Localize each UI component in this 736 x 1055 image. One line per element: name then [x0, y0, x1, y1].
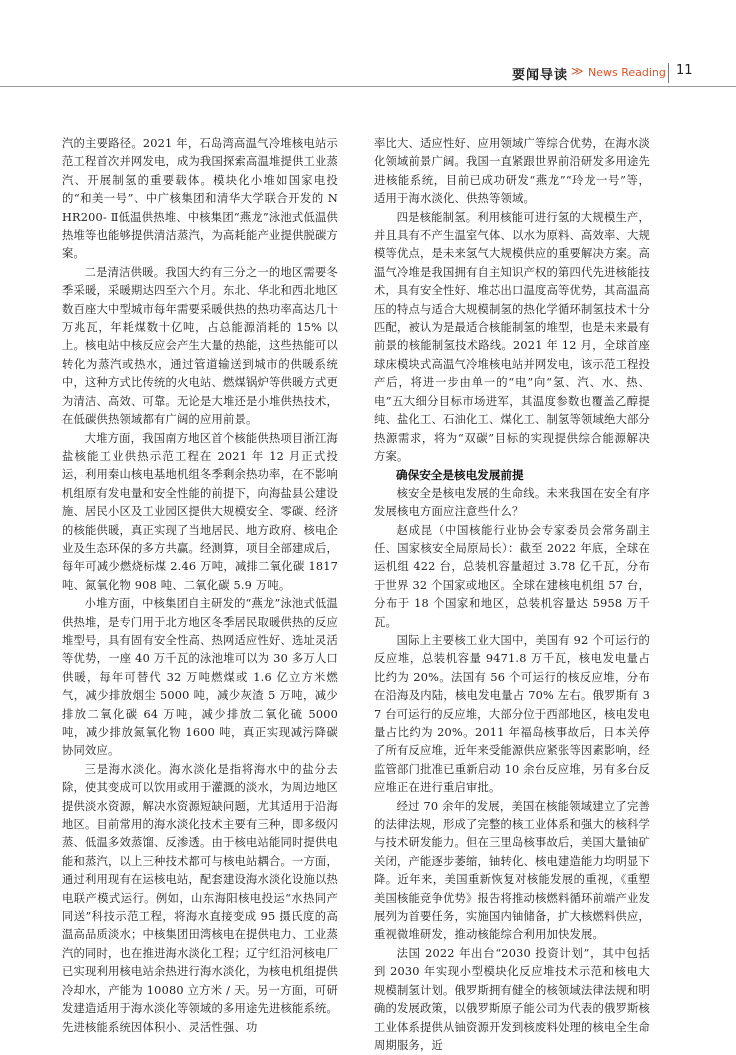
double-chevron-icon: ≫	[571, 64, 584, 78]
paragraph: 四是核能制氢。利用核能可进行氢的大规模生产，并且具有不产生温室气体、以水为原料、高效率、大规模等优点，是未来氢气大规模供应的重要解决方案。高温气冷堆是我国拥有自主知识产权的第四代先进核能技术，具有安全性好、堆芯出口温度高等优势，其高温高压的特点与适合大规模制氢的热化学循环制氢技术十分匹配，被认为是最适合核能制氢的堆型，也是未来最有前景的核能制氢技术路线。2021 年 12 月，全球首座球床模块式高温气冷堆核电站并网发电，该示范工程投产后，将进一步由单一的“电”向“氢、汽、水、热、电”五大细分目标市场进军，其温度参数也覆盖乙醇提纯、盐化工、石油化工、煤化工、制氢等领域绝大部分热源需求，将为“双碳”目标的实现提供综合能源解决方案。	[374, 210, 650, 463]
paragraph: 核安全是核电发展的生命线。未来我国在安全有序发展核电方面应注意些什么？	[374, 486, 650, 519]
paragraph: 汽的主要路径。2021 年，石岛湾高温气冷堆核电站示范工程首次并网发电，成为我国探索高温堆提供工业蒸汽、开展制氢的重要载体。模块化小堆如国家电投的“和美一号”、中广核集团和清华大学联合开发的 NHR200- Ⅱ低温供热堆、中核集团“燕龙”泳池式低温供热堆等也能够提供清洁蒸汽，为高耗能产业提供脱碳方案。	[62, 137, 338, 261]
paragraph: 国际上主要核工业大国中，美国有 92 个可运行的反应堆，总装机容量 9471.8 万千瓦，核电发电量占比约为 20%。法国有 56 个可运行的核反应堆，分布在沿海及内陆，核电发电量占 70% 左右。俄罗斯有 37 台可运行的反应堆，大部分位于西部地区，核电发电量占比约为 20%。2011 年福岛核事故后，日本关停了所有反应堆，近年来受能源供应紧张等因素影响，经监管部门批准已重新启动 10 余台反应堆，另有多台反应堆正在进行重启审批。	[374, 633, 650, 795]
paragraph: 法国 2022 年出台“2030 投资计划”，其中包括到 2030 年实现小型模块化反应堆技术示范和核电大规模制氢计划。俄罗斯拥有健全的核领域法律法规和明确的发展政策，以俄罗斯原子能公司为代表的俄罗斯核工业体系提供从铀资源开发到核废料处理的核电全生命周期服务，近	[374, 946, 650, 1052]
paragraph: 率比大、适应性好、应用领域广等综合优势，在海水淡化领域前景广阔。我国一直紧跟世界前沿研发多用途先进核能系统，目前已成功研发“燕龙”“玲龙一号”等，适用于海水淡化、供热等领域。	[374, 137, 650, 206]
section-heading: 确保安全是核电发展前提	[396, 468, 524, 483]
page-header	[0, 62, 736, 86]
header-divider	[668, 63, 669, 83]
page-number: 11	[676, 63, 693, 78]
paragraph: 赵成昆（中国核能行业协会专家委员会常务副主任、国家核安全局原局长）：截至 2022 年底，全球在运机组 422 台，总装机容量超过 3.78 亿千瓦，分布于世界 32 个国家或地区。全球在建核电机组 57 台，分布于 18 个国家和地区，总装机容量达 5958 万千瓦。	[374, 523, 650, 629]
paragraph: 二是清洁供暖。我国大约有三分之一的地区需要冬季采暖，采暖期达四至六个月。东北、华北和西北地区数百座大中型城市每年需要采暖供热的热功率高达几十万兆瓦，年耗煤数十亿吨，占总能源消耗的 15% 以上。核电站中核反应会产生大量的热能，这些热能可以转化为蒸汽或热水，通过管道输送到城市的供暖系统中，这种方式比传统的火电站、燃煤锅炉等供暖方式更为清洁、高效、可靠。无论是大堆还是小堆供热技术，在低碳供热领域都有广阔的应用前景。	[62, 265, 338, 427]
section-english-title: News Reading	[588, 66, 666, 79]
paragraph: 小堆方面，中核集团自主研发的“燕龙”泳池式低温供热堆，是专门用于北方地区冬季居民取暖供热的反应堆型号，具有固有安全性高、热网适应性好、选址灵活等优势，一座 40 万千瓦的泳池堆可以为 30 多万人口供暖，每年可替代 32 万吨燃煤或 1.6 亿立方米燃气，减少排放烟尘 5000 吨，减少灰渣 5 万吨，减少排放二氧化碳 64 万吨，减少排放二氧化硫 5000 吨，减少排放氮氧化物 1600 吨，真正实现减污降碳协同效应。	[62, 597, 338, 758]
paragraph: 大堆方面，我国南方地区首个核能供热项目浙江海盐核能工业供热示范工程在 2021 年 12 月正式投运，利用秦山核电基地机组冬季剩余热功率，在不影响机组原有发电量和安全性能的前提下，向海盐县公建设施、居民小区及工业园区提供大规模安全、零碳、经济的核能供暖，真正实现了当地居民、地方政府、核电企业及生态环保的多方共赢。经测算，项目全部建成后，每年可减少燃烧标煤 2.46 万吨，减排二氧化碳 1817 吨、氮氧化物 908 吨、二氧化碳 5.9 万吨。	[62, 431, 338, 592]
left-column	[62, 135, 338, 1037]
paragraph: 经过 70 余年的发展，美国在核能领域建立了完善的法律法规，形成了完整的核工业体系和强大的核科学与技术研发能力。但在三里岛核事故后，美国大量铀矿关闭，产能逐步萎缩，铀转化、核电建造能力均明显下降。近年来，美国重新恢复对核能发展的重视，《重塑美国核能竞争优势》报告将推动核燃料循环前端产业发展列为首要任务，实施国内铀储备，扩大核燃料供应，重视微堆研发，推动核能综合利用加快发展。	[374, 799, 650, 942]
right-column	[374, 135, 650, 1055]
paragraph: 三是海水淡化。海水淡化是指将海水中的盐分去除，使其变成可以饮用或用于灌溉的淡水，为周边地区提供淡水资源，解决水资源短缺问题，尤其适用于沿海地区。目前常用的海水淡化技术主要有三种，即多级闪蒸、低温多效蒸馏、反渗透。由于核电站能同时提供电能和蒸汽，以上三种技术都可与核电站耦合。一方面，通过利用现有在运核电站，配套建设海水淡化设施以热电联产模式运行。例如，山东海阳核电投运“水热同产同送”科技示范工程，将海水直接变成 95 摄氏度的高温高品质淡水；中核集团田湾核电在提供电力、工业蒸汽的同时，也在推进海水淡化工程；辽宁红沿河核电厂已实现利用核电站余热进行海水淡化，为核电机组提供冷却水，产能为 10080 立方米 / 天。另一方面，可研发建造适用于海水淡化等领域的多用途先进核能系统。先进核能系统因体积小、灵活性强、功	[62, 762, 338, 1034]
header-rule	[0, 86, 736, 87]
section-title: 要闻导读	[512, 68, 569, 83]
